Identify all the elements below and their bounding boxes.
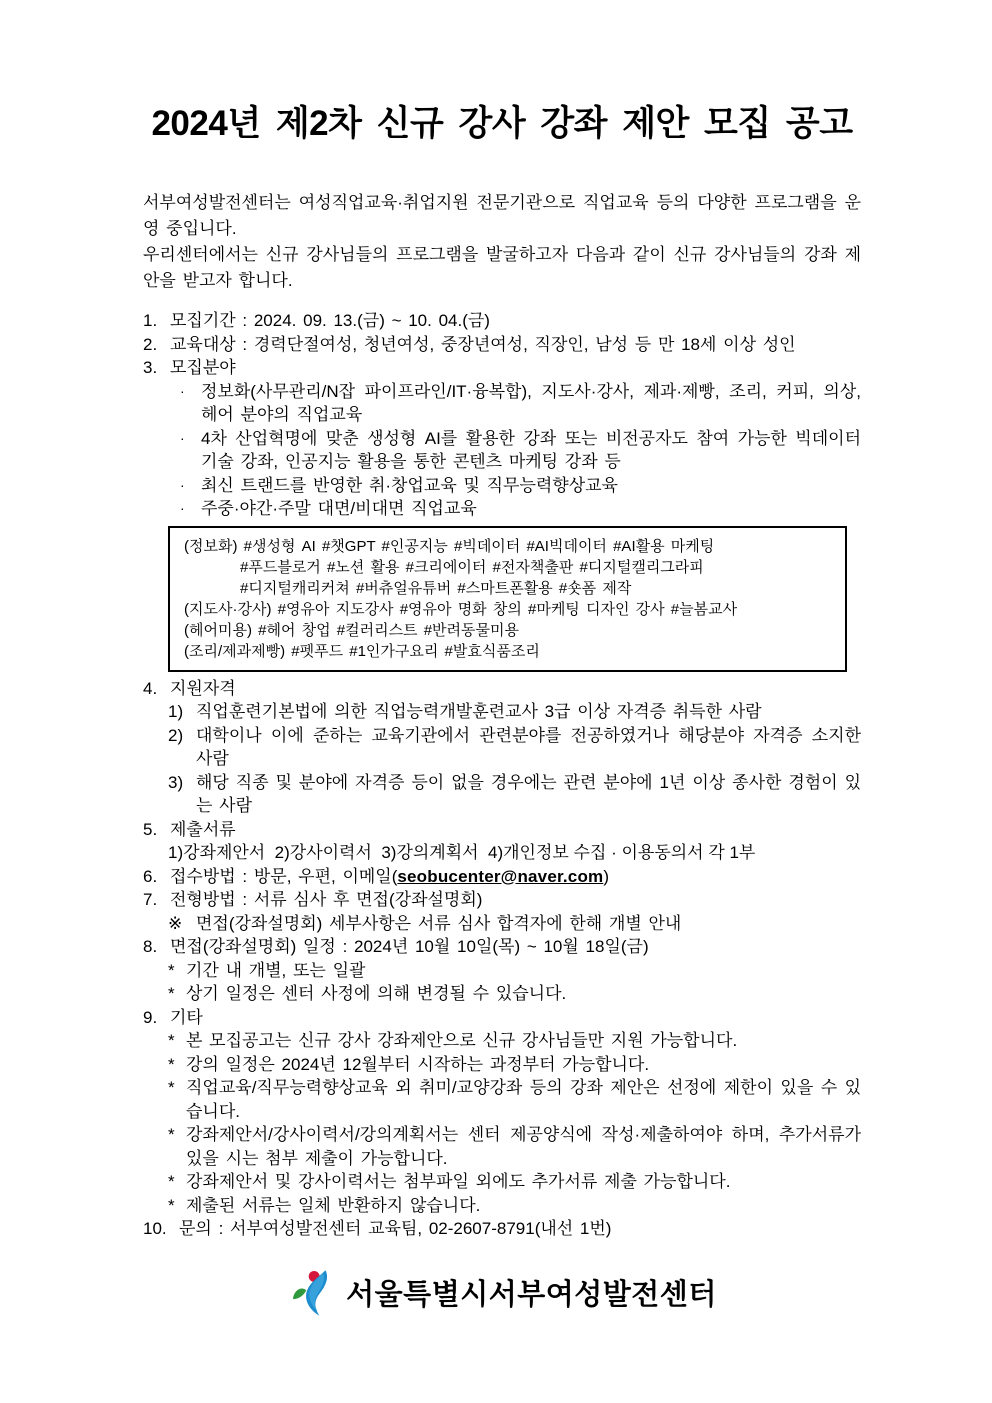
star-text: 기간 내 개별, 또는 일괄 — [186, 960, 366, 980]
star-marker: * — [168, 1078, 175, 1097]
star-item — [143, 1029, 861, 1053]
star-text: 본 모집공고는 신규 강사 강좌제안으로 신규 강사님들만 지원 가능합니다. — [186, 1031, 738, 1050]
list-item-7 — [143, 888, 861, 912]
star-item — [143, 1053, 861, 1077]
star-text: 강좌제안서 및 강사이력서는 첨부파일 외에도 추가서류 제출 가능합니다. — [186, 1172, 731, 1191]
bullet-item — [143, 380, 861, 427]
star-item — [143, 1076, 861, 1123]
sub-text: 대학이나 이에 준하는 교육기관에서 관련분야를 전공하였거나 해당분야 자격증 소지한 사람 — [196, 725, 861, 768]
hashtag-line-hair: (헤어미용) #헤어 창업 #컬러리스트 #반려동물미용 — [184, 621, 519, 639]
bullet-item — [143, 427, 861, 474]
item-number: 8. — [143, 937, 158, 956]
star-marker: * — [168, 1054, 175, 1074]
star-marker: * — [168, 960, 175, 980]
list-item-4 — [143, 677, 861, 701]
hashtag-box — [168, 526, 847, 672]
item-text: 모집분야 — [170, 358, 236, 377]
star-item — [143, 1170, 861, 1194]
hashtag-line-info-2: #푸드블로거 #노션 활용 #크리에이터 #전자책출판 #디지털캘리그라피 — [240, 558, 704, 576]
item-number: 4. — [143, 678, 158, 698]
hashtag-line-info: (정보화) #생성형 AI #챗GPT #인공지능 #빅데이터 #AI빅데이터 #AI활용 마케팅 — [184, 537, 715, 555]
organization-name: 서울특별시서부여성발전센터 — [346, 1279, 717, 1311]
bullet-item — [143, 474, 861, 498]
bullet-marker: · — [180, 500, 185, 516]
list-item-9 — [143, 1006, 861, 1030]
item-text — [170, 865, 861, 889]
intro-paragraph-2: 우리센터에서는 신규 강사님들의 프로그램을 발굴하고자 다음과 같이 신규 강사님들의 강좌 제안을 받고자 합니다. — [143, 245, 861, 290]
bullet-marker: · — [180, 476, 185, 493]
note-text: 면접(강좌설명회) 세부사항은 서류 심사 합격자에 한해 개별 안내 — [196, 913, 682, 933]
sub-text: 직업훈련기본법에 의한 직업능력개발훈련교사 3급 이상 자격증 취득한 사람 — [196, 702, 762, 721]
list-item-8 — [143, 935, 861, 959]
documents-line: 1)강좌제안서 2)강사이력서 3)강의계획서 4)개인정보 수집 · 이용동의서 각 1부 — [168, 843, 756, 862]
star-marker: * — [168, 1195, 175, 1215]
sub-item — [143, 771, 861, 818]
item-text: 지원자격 — [170, 678, 236, 698]
star-text: 직업교육/직무능력향상교육 외 취미/교양강좌 등의 강좌 제안은 선정에 제한이 있을 수 있습니다. — [186, 1078, 861, 1121]
intro-block — [143, 190, 861, 294]
note-item — [143, 912, 861, 936]
list-item-10 — [143, 1217, 861, 1241]
seoul-city-logo-icon — [287, 1265, 343, 1321]
star-text: 상기 일정은 센터 사정에 의해 변경될 수 있습니다. — [186, 984, 567, 1003]
star-marker: * — [168, 1172, 175, 1191]
page-title: 2024년 제2차 신규 강사 강좌 제안 모집 공고 — [151, 104, 853, 143]
item-text: 교육대상 : 경력단절여성, 청년여성, 중장년여성, 직장인, 남성 등 만 18세 이상 성인 — [170, 334, 796, 354]
item-number: 10. — [143, 1219, 167, 1238]
note-marker: ※ — [168, 913, 183, 933]
bullet-marker: · — [180, 429, 185, 446]
star-marker: * — [168, 1125, 175, 1144]
item-number: 7. — [143, 890, 158, 909]
item-number: 3. — [143, 358, 158, 377]
list-item-2 — [143, 333, 861, 357]
bullet-text: 최신 트랜드를 반영한 취·창업교육 및 직무능력향상교육 — [201, 475, 618, 495]
item-number: 5. — [143, 819, 158, 839]
bullet-text: 주중·야간·주말 대면/비대면 직업교육 — [201, 499, 477, 518]
footer — [143, 1265, 861, 1321]
hashtag-line-info-3: #디지털캐리커쳐 #버츄얼유튜버 #스마트폰활용 #숏폼 제작 — [240, 579, 632, 597]
sub-marker: 3) — [168, 772, 184, 792]
star-text: 강좌제안서/강사이력서/강의계획서는 센터 제공양식에 작성·제출하여야 하며, 추가서류가 있을 시는 첨부 제출이 가능합니다. — [186, 1125, 861, 1168]
item-number: 2. — [143, 334, 158, 354]
star-marker: * — [168, 1031, 175, 1050]
bullet-marker: · — [180, 382, 185, 399]
email-link[interactable]: seobucenter@naver.com — [397, 866, 604, 886]
star-text: 강의 일정은 2024년 12월부터 시작하는 과정부터 가능합니다. — [186, 1054, 650, 1074]
list-item-6 — [143, 865, 861, 889]
star-marker: * — [168, 984, 175, 1003]
item-text: 문의 : 서부여성발전센터 교육팀, 02-2607-8791(내선 1번) — [179, 1219, 612, 1238]
list-item-5 — [143, 818, 861, 842]
sub-marker: 2) — [168, 725, 184, 745]
item-text: 기타 — [170, 1007, 203, 1027]
item-text: 제출서류 — [170, 819, 236, 839]
item-text: 면접(강좌설명회) 일정 : 2024년 10월 10일(목) ~ 10월 18일(금) — [170, 937, 649, 956]
item-number: 1. — [143, 311, 158, 330]
reception-method-text: 접수방법 : 방문, 우편, 이메일( — [170, 866, 398, 886]
list-item-1 — [143, 309, 861, 333]
bullet-item — [143, 497, 861, 521]
item-number: 6. — [143, 866, 158, 886]
star-item — [143, 1123, 861, 1170]
list-item-3 — [143, 356, 861, 380]
hashtag-line-teacher: (지도사·강사) #영유아 지도강사 #영유아 명화 창의 #마케팅 디자인 강사 #늘봄교사 — [184, 600, 738, 618]
star-item — [143, 982, 861, 1006]
item-text: 전형방법 : 서류 심사 후 면접(강좌설명회) — [170, 890, 483, 909]
star-text: 제출된 서류는 일체 반환하지 않습니다. — [186, 1195, 481, 1215]
star-item — [143, 959, 861, 983]
bullet-text: 정보화(사무관리/N잡 파이프라인/IT·융복합), 지도사·강사, 제과·제빵, 조리, 커피, 의상, 헤어 분야의 직업교육 — [201, 381, 861, 424]
closing-paren: ) — [603, 866, 610, 886]
numbered-list — [143, 309, 861, 1241]
sub-item — [143, 700, 861, 724]
bullet-text: 4차 산업혁명에 맞춘 생성형 AI를 활용한 강좌 또는 비전공자도 참여 가능한 빅데이터 기술 강좌, 인공지능 활용을 통한 콘텐츠 마케팅 강좌 등 — [201, 428, 861, 471]
intro-paragraph-1: 서부여성발전센터는 여성직업교육·취업지원 전문기관으로 직업교육 등의 다양한 프로그램을 운영 중입니다. — [143, 193, 861, 238]
item-text: 모집기간 : 2024. 09. 13.(금) ~ 10. 04.(금) — [170, 311, 490, 330]
sub-text: 해당 직종 및 분야에 자격증 등이 없을 경우에는 관련 분야에 1년 이상 종사한 경험이 있는 사람 — [196, 772, 861, 815]
item-number: 9. — [143, 1007, 158, 1027]
star-item — [143, 1194, 861, 1218]
sub-marker: 1) — [168, 702, 184, 721]
sub-item — [143, 724, 861, 771]
hashtag-line-cooking: (조리/제과제빵) #펫푸드 #1인가구요리 #발효식품조리 — [184, 642, 540, 660]
